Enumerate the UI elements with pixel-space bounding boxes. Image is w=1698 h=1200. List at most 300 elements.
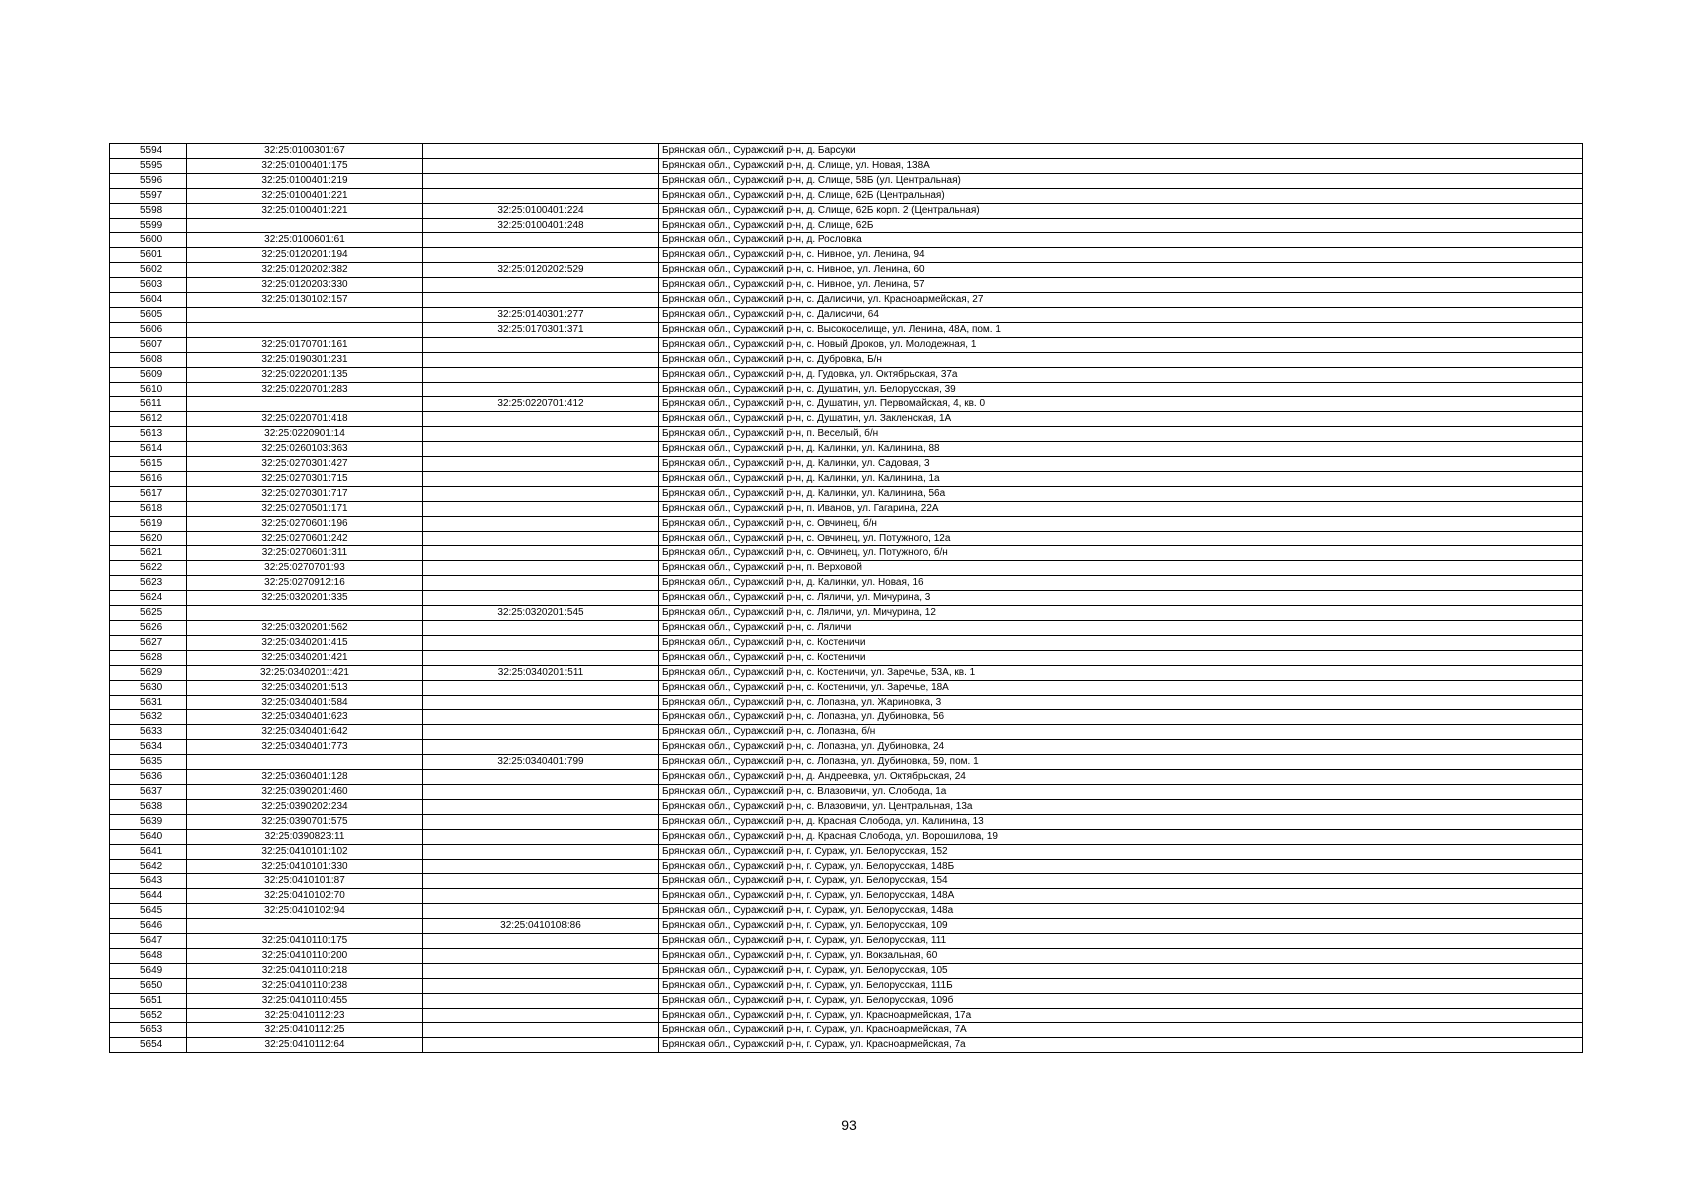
land-cadastral-number-cell: 32:25:0190301:231: [187, 352, 423, 367]
address-cell: Брянская обл., Суражский р-н, с. Овчинец, ул. Потужного, б/н: [659, 546, 1583, 561]
land-cadastral-number-cell: 32:25:0170701:161: [187, 337, 423, 352]
address-cell: Брянская обл., Суражский р-н, с. Душатин, ул. Закленская, 1А: [659, 412, 1583, 427]
building-cadastral-number-cell: [423, 621, 659, 636]
row-number-cell: 5600: [110, 233, 187, 248]
row-number-cell: 5598: [110, 203, 187, 218]
building-cadastral-number-cell: 32:25:0120202:529: [423, 263, 659, 278]
building-cadastral-number-cell: [423, 1008, 659, 1023]
row-number-cell: 5641: [110, 844, 187, 859]
land-cadastral-number-cell: 32:25:0270601:242: [187, 531, 423, 546]
table-row: [110, 591, 1583, 606]
land-cadastral-number-cell: 32:25:0220701:418: [187, 412, 423, 427]
building-cadastral-number-cell: 32:25:0340201:511: [423, 665, 659, 680]
address-cell: Брянская обл., Суражский р-н, д. Слище, ул. Новая, 138А: [659, 158, 1583, 173]
land-cadastral-number-cell: 32:25:0270301:717: [187, 486, 423, 501]
row-number-cell: 5602: [110, 263, 187, 278]
table-row: [110, 934, 1583, 949]
address-cell: Брянская обл., Суражский р-н, д. Барсуки: [659, 144, 1583, 159]
table-row: [110, 993, 1583, 1008]
address-cell: Брянская обл., Суражский р-н, д. Красная Слобода, ул. Ворошилова, 19: [659, 829, 1583, 844]
land-cadastral-number-cell: 32:25:0100401:221: [187, 188, 423, 203]
building-cadastral-number-cell: [423, 934, 659, 949]
address-cell: Брянская обл., Суражский р-н, с. Нивное, ул. Ленина, 60: [659, 263, 1583, 278]
table-row: [110, 710, 1583, 725]
building-cadastral-number-cell: [423, 784, 659, 799]
row-number-cell: 5653: [110, 1023, 187, 1038]
land-cadastral-number-cell: 32:25:0270912:16: [187, 576, 423, 591]
address-cell: Брянская обл., Суражский р-н, д. Калинки, ул. Калинина, 88: [659, 442, 1583, 457]
address-cell: Брянская обл., Суражский р-н, с. Нивное, ул. Ленина, 94: [659, 248, 1583, 263]
table-row: [110, 859, 1583, 874]
address-cell: Брянская обл., Суражский р-н, с. Костеничи, ул. Заречье, 18А: [659, 680, 1583, 695]
land-cadastral-number-cell: 32:25:0410102:94: [187, 904, 423, 919]
building-cadastral-number-cell: 32:25:0320201:545: [423, 606, 659, 621]
row-number-cell: 5625: [110, 606, 187, 621]
table-row: [110, 784, 1583, 799]
row-number-cell: 5629: [110, 665, 187, 680]
row-number-cell: 5639: [110, 814, 187, 829]
land-cadastral-number-cell: [187, 919, 423, 934]
row-number-cell: 5652: [110, 1008, 187, 1023]
building-cadastral-number-cell: [423, 591, 659, 606]
address-cell: Брянская обл., Суражский р-н, с. Костеничи, ул. Заречье, 53А, кв. 1: [659, 665, 1583, 680]
address-cell: Брянская обл., Суражский р-н, с. Новый Дроков, ул. Молодежная, 1: [659, 337, 1583, 352]
building-cadastral-number-cell: [423, 814, 659, 829]
table-row: [110, 248, 1583, 263]
table-row: [110, 948, 1583, 963]
land-cadastral-number-cell: 32:25:0410112:25: [187, 1023, 423, 1038]
building-cadastral-number-cell: [423, 635, 659, 650]
building-cadastral-number-cell: [423, 725, 659, 740]
table-row: [110, 561, 1583, 576]
address-cell: Брянская обл., Суражский р-н, д. Рословка: [659, 233, 1583, 248]
row-number-cell: 5638: [110, 799, 187, 814]
address-cell: Брянская обл., Суражский р-н, г. Сураж, ул. Белорусская, 109б: [659, 993, 1583, 1008]
building-cadastral-number-cell: 32:25:0220701:412: [423, 397, 659, 412]
building-cadastral-number-cell: 32:25:0410108:86: [423, 919, 659, 934]
row-number-cell: 5594: [110, 144, 187, 159]
building-cadastral-number-cell: 32:25:0140301:277: [423, 307, 659, 322]
row-number-cell: 5608: [110, 352, 187, 367]
building-cadastral-number-cell: [423, 486, 659, 501]
building-cadastral-number-cell: [423, 248, 659, 263]
row-number-cell: 5648: [110, 948, 187, 963]
row-number-cell: 5607: [110, 337, 187, 352]
table-row: [110, 397, 1583, 412]
address-cell: Брянская обл., Суражский р-н, д. Калинки, ул. Новая, 16: [659, 576, 1583, 591]
row-number-cell: 5627: [110, 635, 187, 650]
row-number-cell: 5654: [110, 1038, 187, 1053]
land-cadastral-number-cell: [187, 307, 423, 322]
row-number-cell: 5621: [110, 546, 187, 561]
address-cell: Брянская обл., Суражский р-н, д. Калинки, ул. Садовая, 3: [659, 457, 1583, 472]
building-cadastral-number-cell: [423, 561, 659, 576]
table-row: [110, 173, 1583, 188]
row-number-cell: 5604: [110, 293, 187, 308]
row-number-cell: 5634: [110, 740, 187, 755]
land-cadastral-number-cell: 32:25:0120201:194: [187, 248, 423, 263]
building-cadastral-number-cell: [423, 382, 659, 397]
row-number-cell: 5642: [110, 859, 187, 874]
table-row: [110, 680, 1583, 695]
land-cadastral-number-cell: 32:25:0270301:715: [187, 471, 423, 486]
page-number: 93: [841, 1117, 857, 1133]
row-number-cell: 5616: [110, 471, 187, 486]
row-number-cell: 5631: [110, 695, 187, 710]
table-row: [110, 412, 1583, 427]
building-cadastral-number-cell: [423, 367, 659, 382]
address-cell: Брянская обл., Суражский р-н, с. Лопазна, ул. Дубиновка, 56: [659, 710, 1583, 725]
row-number-cell: 5650: [110, 978, 187, 993]
table-row: [110, 889, 1583, 904]
table-row: [110, 576, 1583, 591]
building-cadastral-number-cell: [423, 740, 659, 755]
address-cell: Брянская обл., Суражский р-н, д. Калинки, ул. Калинина, 1а: [659, 471, 1583, 486]
row-number-cell: 5632: [110, 710, 187, 725]
building-cadastral-number-cell: [423, 501, 659, 516]
address-cell: Брянская обл., Суражский р-н, с. Костеничи: [659, 650, 1583, 665]
land-cadastral-number-cell: 32:25:0340401:642: [187, 725, 423, 740]
table-row: [110, 799, 1583, 814]
address-cell: Брянская обл., Суражский р-н, г. Сураж, ул. Белорусская, 148А: [659, 889, 1583, 904]
building-cadastral-number-cell: [423, 188, 659, 203]
land-cadastral-number-cell: 32:25:0410112:23: [187, 1008, 423, 1023]
address-cell: Брянская обл., Суражский р-н, с. Лопазна, ул. Жариновка, 3: [659, 695, 1583, 710]
land-cadastral-number-cell: 32:25:0410101:87: [187, 874, 423, 889]
row-number-cell: 5605: [110, 307, 187, 322]
table-row: [110, 382, 1583, 397]
table-row: [110, 621, 1583, 636]
row-number-cell: 5617: [110, 486, 187, 501]
row-number-cell: 5596: [110, 173, 187, 188]
table-row: [110, 337, 1583, 352]
land-cadastral-number-cell: [187, 322, 423, 337]
registry-table: [109, 143, 1583, 1053]
building-cadastral-number-cell: [423, 904, 659, 919]
land-cadastral-number-cell: 32:25:0270701:93: [187, 561, 423, 576]
land-cadastral-number-cell: 32:25:0130102:157: [187, 293, 423, 308]
table-row: [110, 501, 1583, 516]
row-number-cell: 5645: [110, 904, 187, 919]
land-cadastral-number-cell: 32:25:0410110:238: [187, 978, 423, 993]
row-number-cell: 5649: [110, 963, 187, 978]
building-cadastral-number-cell: [423, 993, 659, 1008]
address-cell: Брянская обл., Суражский р-н, г. Сураж, ул. Вокзальная, 60: [659, 948, 1583, 963]
row-number-cell: 5635: [110, 755, 187, 770]
table-row: [110, 427, 1583, 442]
table-row: [110, 740, 1583, 755]
building-cadastral-number-cell: [423, 695, 659, 710]
land-cadastral-number-cell: 32:25:0260103:363: [187, 442, 423, 457]
building-cadastral-number-cell: [423, 770, 659, 785]
row-number-cell: 5606: [110, 322, 187, 337]
table-row: [110, 144, 1583, 159]
building-cadastral-number-cell: [423, 531, 659, 546]
land-cadastral-number-cell: 32:25:0340201:421: [187, 650, 423, 665]
row-number-cell: 5611: [110, 397, 187, 412]
building-cadastral-number-cell: [423, 650, 659, 665]
row-number-cell: 5614: [110, 442, 187, 457]
building-cadastral-number-cell: [423, 874, 659, 889]
address-cell: Брянская обл., Суражский р-н, г. Сураж, ул. Белорусская, 105: [659, 963, 1583, 978]
land-cadastral-number-cell: 32:25:0270301:427: [187, 457, 423, 472]
address-cell: Брянская обл., Суражский р-н, г. Сураж, ул. Белорусская, 111Б: [659, 978, 1583, 993]
address-cell: Брянская обл., Суражский р-н, с. Душатин, ул. Белорусская, 39: [659, 382, 1583, 397]
address-cell: Брянская обл., Суражский р-н, п. Верховой: [659, 561, 1583, 576]
row-number-cell: 5610: [110, 382, 187, 397]
row-number-cell: 5619: [110, 516, 187, 531]
land-cadastral-number-cell: 32:25:0410101:330: [187, 859, 423, 874]
land-cadastral-number-cell: 32:25:0270601:311: [187, 546, 423, 561]
row-number-cell: 5620: [110, 531, 187, 546]
row-number-cell: 5636: [110, 770, 187, 785]
row-number-cell: 5612: [110, 412, 187, 427]
address-cell: Брянская обл., Суражский р-н, с. Душатин, ул. Первомайская, 4, кв. 0: [659, 397, 1583, 412]
land-cadastral-number-cell: 32:25:0100601:61: [187, 233, 423, 248]
address-cell: Брянская обл., Суражский р-н, с. Далисичи, 64: [659, 307, 1583, 322]
table-row: [110, 650, 1583, 665]
land-cadastral-number-cell: 32:25:0100401:219: [187, 173, 423, 188]
building-cadastral-number-cell: [423, 859, 659, 874]
row-number-cell: 5643: [110, 874, 187, 889]
building-cadastral-number-cell: [423, 293, 659, 308]
land-cadastral-number-cell: [187, 606, 423, 621]
land-cadastral-number-cell: 32:25:0410110:175: [187, 934, 423, 949]
address-cell: Брянская обл., Суражский р-н, г. Сураж, ул. Белорусская, 148а: [659, 904, 1583, 919]
address-cell: Брянская обл., Суражский р-н, г. Сураж, ул. Белорусская, 152: [659, 844, 1583, 859]
table-row: [110, 471, 1583, 486]
table-row: [110, 531, 1583, 546]
address-cell: Брянская обл., Суражский р-н, с. Ляличи, ул. Мичурина, 3: [659, 591, 1583, 606]
building-cadastral-number-cell: [423, 1023, 659, 1038]
building-cadastral-number-cell: [423, 948, 659, 963]
address-cell: Брянская обл., Суражский р-н, с. Влазовичи, ул. Центральная, 13а: [659, 799, 1583, 814]
address-cell: Брянская обл., Суражский р-н, г. Сураж, ул. Красноармейская, 17а: [659, 1008, 1583, 1023]
table-row: [110, 814, 1583, 829]
table-row: [110, 844, 1583, 859]
address-cell: Брянская обл., Суражский р-н, с. Костеничи: [659, 635, 1583, 650]
address-cell: Брянская обл., Суражский р-н, г. Сураж, ул. Белорусская, 111: [659, 934, 1583, 949]
building-cadastral-number-cell: [423, 799, 659, 814]
land-cadastral-number-cell: 32:25:0100301:67: [187, 144, 423, 159]
land-cadastral-number-cell: 32:25:0320201:562: [187, 621, 423, 636]
land-cadastral-number-cell: 32:25:0390202:234: [187, 799, 423, 814]
table-row: [110, 278, 1583, 293]
table-row: [110, 770, 1583, 785]
land-cadastral-number-cell: 32:25:0340401:584: [187, 695, 423, 710]
land-cadastral-number-cell: 32:25:0270501:171: [187, 501, 423, 516]
address-cell: Брянская обл., Суражский р-н, д. Слище, 62Б: [659, 218, 1583, 233]
table-row: [110, 635, 1583, 650]
building-cadastral-number-cell: [423, 546, 659, 561]
table-row: [110, 874, 1583, 889]
table-row: [110, 352, 1583, 367]
land-cadastral-number-cell: 32:25:0270601:196: [187, 516, 423, 531]
building-cadastral-number-cell: [423, 173, 659, 188]
row-number-cell: 5622: [110, 561, 187, 576]
building-cadastral-number-cell: [423, 412, 659, 427]
address-cell: Брянская обл., Суражский р-н, с. Высокоселище, ул. Ленина, 48А, пом. 1: [659, 322, 1583, 337]
row-number-cell: 5615: [110, 457, 187, 472]
building-cadastral-number-cell: [423, 829, 659, 844]
table-row: [110, 218, 1583, 233]
address-cell: Брянская обл., Суражский р-н, с. Нивное, ул. Ленина, 57: [659, 278, 1583, 293]
registry-table-body: [110, 144, 1583, 1053]
building-cadastral-number-cell: [423, 844, 659, 859]
address-cell: Брянская обл., Суражский р-н, д. Гудовка, ул. Октябрьская, 37а: [659, 367, 1583, 382]
building-cadastral-number-cell: [423, 710, 659, 725]
table-row: [110, 307, 1583, 322]
row-number-cell: 5624: [110, 591, 187, 606]
table-row: [110, 919, 1583, 934]
address-cell: Брянская обл., Суражский р-н, г. Сураж, ул. Белорусская, 154: [659, 874, 1583, 889]
table-row: [110, 367, 1583, 382]
building-cadastral-number-cell: [423, 457, 659, 472]
address-cell: Брянская обл., Суражский р-н, г. Сураж, ул. Красноармейская, 7а: [659, 1038, 1583, 1053]
row-number-cell: 5644: [110, 889, 187, 904]
row-number-cell: 5647: [110, 934, 187, 949]
row-number-cell: 5601: [110, 248, 187, 263]
address-cell: Брянская обл., Суражский р-н, с. Овчинец, ул. Потужного, 12а: [659, 531, 1583, 546]
building-cadastral-number-cell: [423, 963, 659, 978]
row-number-cell: 5599: [110, 218, 187, 233]
address-cell: Брянская обл., Суражский р-н, с. Лопазна, ул. Дубиновка, 59, пом. 1: [659, 755, 1583, 770]
land-cadastral-number-cell: 32:25:0410102:70: [187, 889, 423, 904]
row-number-cell: 5626: [110, 621, 187, 636]
row-number-cell: 5595: [110, 158, 187, 173]
address-cell: Брянская обл., Суражский р-н, д. Красная Слобода, ул. Калинина, 13: [659, 814, 1583, 829]
row-number-cell: 5651: [110, 993, 187, 1008]
address-cell: Брянская обл., Суражский р-н, с. Овчинец, б/н: [659, 516, 1583, 531]
table-row: [110, 322, 1583, 337]
building-cadastral-number-cell: [423, 516, 659, 531]
table-row: [110, 442, 1583, 457]
land-cadastral-number-cell: 32:25:0410112:64: [187, 1038, 423, 1053]
building-cadastral-number-cell: [423, 352, 659, 367]
table-row: [110, 1023, 1583, 1038]
land-cadastral-number-cell: 32:25:0340201:513: [187, 680, 423, 695]
row-number-cell: 5628: [110, 650, 187, 665]
land-cadastral-number-cell: 32:25:0320201:335: [187, 591, 423, 606]
land-cadastral-number-cell: 32:25:0390201:460: [187, 784, 423, 799]
land-cadastral-number-cell: 32:25:0390823:11: [187, 829, 423, 844]
table-row: [110, 904, 1583, 919]
row-number-cell: 5603: [110, 278, 187, 293]
table-row: [110, 695, 1583, 710]
building-cadastral-number-cell: [423, 233, 659, 248]
land-cadastral-number-cell: [187, 397, 423, 412]
table-row: [110, 203, 1583, 218]
land-cadastral-number-cell: [187, 218, 423, 233]
land-cadastral-number-cell: 32:25:0340401:773: [187, 740, 423, 755]
address-cell: Брянская обл., Суражский р-н, д. Слище, 62Б корп. 2 (Центральная): [659, 203, 1583, 218]
row-number-cell: 5609: [110, 367, 187, 382]
building-cadastral-number-cell: 32:25:0170301:371: [423, 322, 659, 337]
table-row: [110, 606, 1583, 621]
land-cadastral-number-cell: 32:25:0410110:455: [187, 993, 423, 1008]
address-cell: Брянская обл., Суражский р-н, с. Далисичи, ул. Красноармейская, 27: [659, 293, 1583, 308]
building-cadastral-number-cell: [423, 680, 659, 695]
building-cadastral-number-cell: [423, 442, 659, 457]
address-cell: Брянская обл., Суражский р-н, п. Иванов, ул. Гагарина, 22А: [659, 501, 1583, 516]
building-cadastral-number-cell: [423, 576, 659, 591]
table-row: [110, 1038, 1583, 1053]
building-cadastral-number-cell: [423, 278, 659, 293]
table-row: [110, 829, 1583, 844]
land-cadastral-number-cell: 32:25:0220701:283: [187, 382, 423, 397]
row-number-cell: 5640: [110, 829, 187, 844]
row-number-cell: 5630: [110, 680, 187, 695]
building-cadastral-number-cell: [423, 337, 659, 352]
address-cell: Брянская обл., Суражский р-н, п. Веселый, б/н: [659, 427, 1583, 442]
address-cell: Брянская обл., Суражский р-н, г. Сураж, ул. Белорусская, 148Б: [659, 859, 1583, 874]
table-row: [110, 516, 1583, 531]
address-cell: Брянская обл., Суражский р-н, с. Влазовичи, ул. Слобода, 1а: [659, 784, 1583, 799]
land-cadastral-number-cell: 32:25:0390701:575: [187, 814, 423, 829]
table-row: [110, 546, 1583, 561]
building-cadastral-number-cell: [423, 1038, 659, 1053]
address-cell: Брянская обл., Суражский р-н, с. Ляличи: [659, 621, 1583, 636]
row-number-cell: 5623: [110, 576, 187, 591]
building-cadastral-number-cell: [423, 471, 659, 486]
building-cadastral-number-cell: 32:25:0100401:224: [423, 203, 659, 218]
table-row: [110, 233, 1583, 248]
table-row: [110, 665, 1583, 680]
row-number-cell: 5633: [110, 725, 187, 740]
land-cadastral-number-cell: 32:25:0100401:175: [187, 158, 423, 173]
land-cadastral-number-cell: 32:25:0340401:623: [187, 710, 423, 725]
table-row: [110, 457, 1583, 472]
row-number-cell: 5646: [110, 919, 187, 934]
address-cell: Брянская обл., Суражский р-н, с. Ляличи, ул. Мичурина, 12: [659, 606, 1583, 621]
row-number-cell: 5637: [110, 784, 187, 799]
land-cadastral-number-cell: 32:25:0220901:14: [187, 427, 423, 442]
address-cell: Брянская обл., Суражский р-н, г. Сураж, ул. Белорусская, 109: [659, 919, 1583, 934]
row-number-cell: 5618: [110, 501, 187, 516]
land-cadastral-number-cell: [187, 755, 423, 770]
building-cadastral-number-cell: [423, 427, 659, 442]
address-cell: Брянская обл., Суражский р-н, д. Калинки, ул. Калинина, 56а: [659, 486, 1583, 501]
address-cell: Брянская обл., Суражский р-н, д. Слище, 62Б (Центральная): [659, 188, 1583, 203]
row-number-cell: 5613: [110, 427, 187, 442]
building-cadastral-number-cell: 32:25:0340401:799: [423, 755, 659, 770]
row-number-cell: 5597: [110, 188, 187, 203]
table-row: [110, 188, 1583, 203]
table-row: [110, 486, 1583, 501]
land-cadastral-number-cell: 32:25:0340201::421: [187, 665, 423, 680]
land-cadastral-number-cell: 32:25:0340201:415: [187, 635, 423, 650]
building-cadastral-number-cell: 32:25:0100401:248: [423, 218, 659, 233]
table-row: [110, 755, 1583, 770]
building-cadastral-number-cell: [423, 158, 659, 173]
address-cell: Брянская обл., Суражский р-н, с. Лопазна, б/н: [659, 725, 1583, 740]
table-row: [110, 158, 1583, 173]
land-cadastral-number-cell: 32:25:0410110:200: [187, 948, 423, 963]
land-cadastral-number-cell: 32:25:0100401:221: [187, 203, 423, 218]
land-cadastral-number-cell: 32:25:0120202:382: [187, 263, 423, 278]
address-cell: Брянская обл., Суражский р-н, с. Лопазна, ул. Дубиновка, 24: [659, 740, 1583, 755]
building-cadastral-number-cell: [423, 889, 659, 904]
address-cell: Брянская обл., Суражский р-н, д. Слище, 58Б (ул. Центральная): [659, 173, 1583, 188]
table-row: [110, 725, 1583, 740]
land-cadastral-number-cell: 32:25:0410101:102: [187, 844, 423, 859]
building-cadastral-number-cell: [423, 978, 659, 993]
building-cadastral-number-cell: [423, 144, 659, 159]
table-row: [110, 263, 1583, 278]
land-cadastral-number-cell: 32:25:0410110:218: [187, 963, 423, 978]
address-cell: Брянская обл., Суражский р-н, д. Андреевка, ул. Октябрьская, 24: [659, 770, 1583, 785]
address-cell: Брянская обл., Суражский р-н, г. Сураж, ул. Красноармейская, 7А: [659, 1023, 1583, 1038]
